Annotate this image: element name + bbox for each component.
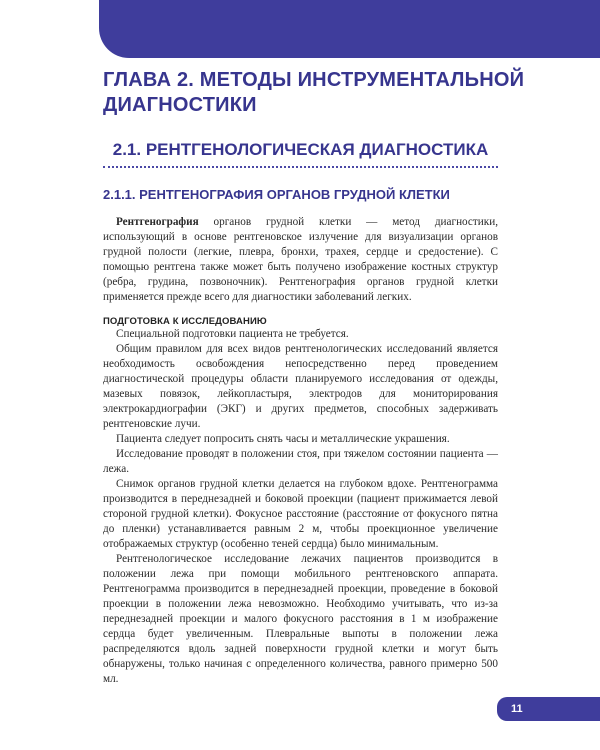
section-title: 2.1. РЕНТГЕНОЛОГИЧЕСКАЯ ДИАГНОСТИКА: [103, 140, 498, 168]
subsection-title: 2.1.1. РЕНТГЕНОГРАФИЯ ОРГАНОВ ГРУДНОЙ КЛЕТКИ: [103, 187, 450, 202]
preparation-text: [103, 327, 498, 687]
top-banner: [99, 0, 600, 58]
preparation-paragraph: Рентгенологическое исследование лежачих пациентов производится в положении лежа при помощи мобильного рентгеновского аппарата. Рентгенограмма производится в переднезадней проекции, проведение в боковой проекции в положении лежа невозможно. Необходимо учитывать, что из-за переднезадней проекции и малого фокусного расстояния в 1 м изображение сердца будет увеличенным. Плевральные выпоты в положении лежа распределяются вдоль задней поверхности грудной клетки и могут быть обнаружены, только начиная с определенного количества, равного примерно 500 мл.: [103, 553, 498, 685]
intro-text: [103, 215, 498, 305]
preparation-title: ПОДГОТОВКА К ИССЛЕДОВАНИЮ: [103, 316, 267, 327]
preparation-paragraph: Специальной подготовки пациента не требуется.: [116, 328, 349, 340]
page-number-tab: [497, 697, 600, 721]
page-number: 11: [511, 703, 523, 715]
preparation-paragraph: Снимок органов грудной клетки делается на глубоком вдохе. Рентгенограмма производится в переднезадней и боковой проекции (пациент прижимается левой стороной грудной клетки). Фокусное расстояние (расстояние от фокусного пятна до пленки) устанавливается равным 2 м, чтобы проекционное увеличение отображаемых структур (особенно теней сердца) было минимальным.: [103, 478, 498, 550]
intro-term: Рентгенография: [116, 216, 199, 228]
preparation-paragraph: Пациента следует попросить снять часы и металлические украшения.: [116, 433, 450, 445]
preparation-paragraph: Исследование проводят в положении стоя, при тяжелом состоянии пациента — лежа.: [103, 448, 498, 475]
intro-paragraph: [103, 215, 498, 305]
preparation-paragraph: Общим правилом для всех видов рентгенологических исследований является необходимость освобождения непосредственно перед проведением диагностической процедуры области планируемого исследования от одежды, мазевых повязок, лейкопластыря, электродов для мониторирования электрокардиографии (ЭКГ) и других предметов, способных задерживать рентгеновские лучи.: [103, 343, 498, 430]
chapter-title: ГЛАВА 2. МЕТОДЫ ИНСТРУМЕНТАЛЬНОЙ ДИАГНОСТИКИ: [103, 69, 525, 116]
intro-body: органов грудной клетки — метод диагностики, использующий в основе рентгеновское излучение для визуализации органов грудной полости (легкие, плевра, бронхи, трахея, сердце и средостение). С помощью рентгена также может быть получено изображение костных структур (ребра, грудина, позвоночник). Рентгенография органов грудной клетки применяется прежде всего для диагностики заболеваний легких.: [103, 216, 498, 303]
